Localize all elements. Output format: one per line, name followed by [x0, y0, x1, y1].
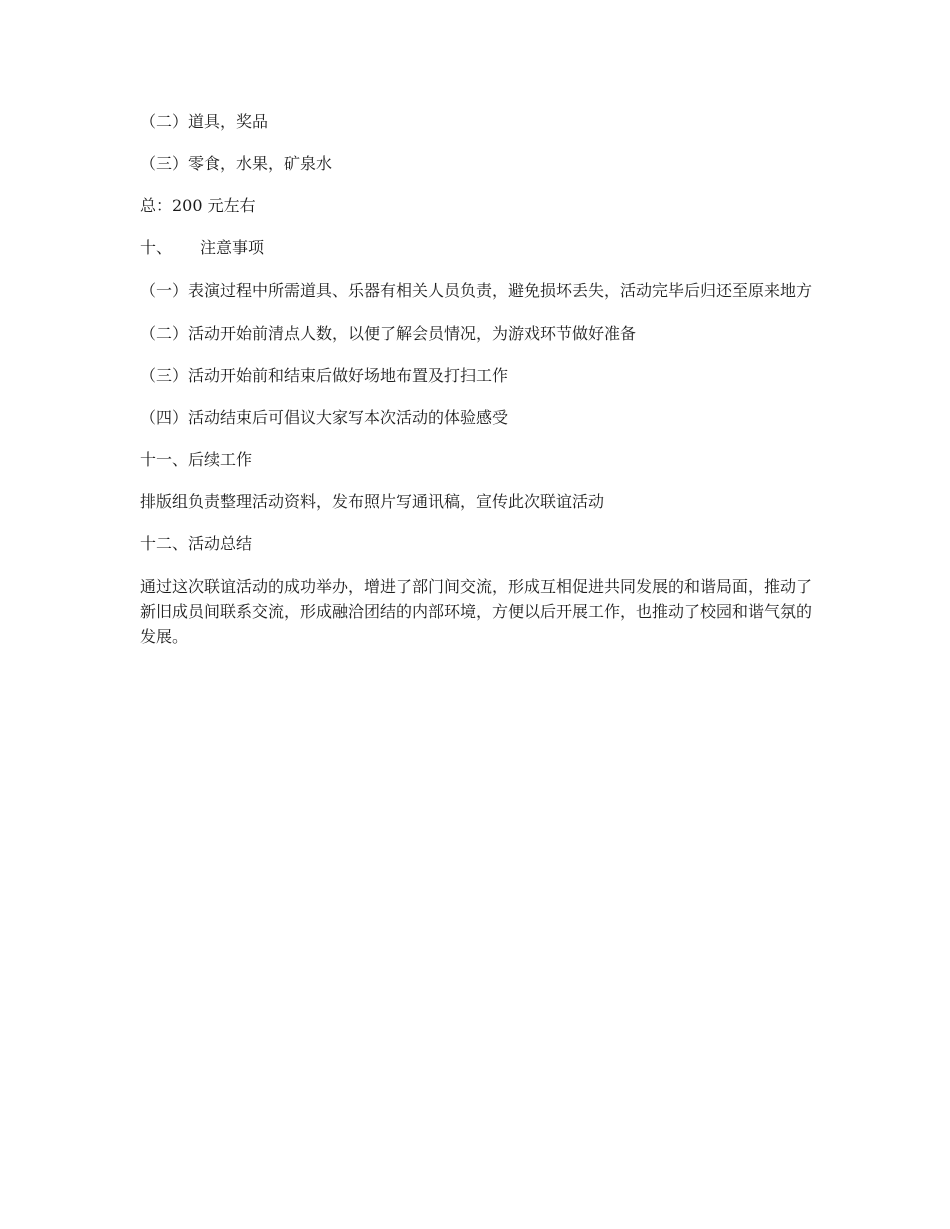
note-item: （四）活动结束后可倡议大家写本次活动的体验感受 [140, 408, 509, 427]
section-heading-followup: 十一、后续工作 [140, 450, 253, 469]
budget-item-props: （二）道具，奖品 [140, 112, 269, 131]
followup-body: 排版组负责整理活动资料，发布照片写通讯稿，宣传此次联谊活动 [140, 492, 605, 511]
note-item: （一）表演过程中所需道具、乐器有相关人员负责，避免损坏丢失，活动完毕后归还至原来地方 [140, 281, 813, 300]
note-item: （二）活动开始前清点人数，以便了解会员情况，为游戏环节做好准备 [140, 324, 637, 343]
section-title: 注意事项 [200, 238, 265, 257]
note-item: （三）活动开始前和结束后做好场地布置及打扫工作 [140, 366, 509, 385]
section-heading-notes [140, 236, 820, 259]
budget-total: 总：200 元左右 [140, 196, 256, 215]
summary-body: 通过这次联谊活动的成功举办，增进了部门间交流，形成互相促进共同发展的和谐局面，推动了新旧成员间联系交流，形成融洽团结的内部环境，方便以后开展工作，也推动了校园和谐气氛的发展。 [140, 577, 813, 646]
budget-item-snacks: （三）零食，水果，矿泉水 [140, 154, 333, 173]
document-page [140, 110, 820, 668]
section-number: 十、 [140, 238, 173, 257]
section-heading-summary: 十二、活动总结 [140, 534, 253, 553]
